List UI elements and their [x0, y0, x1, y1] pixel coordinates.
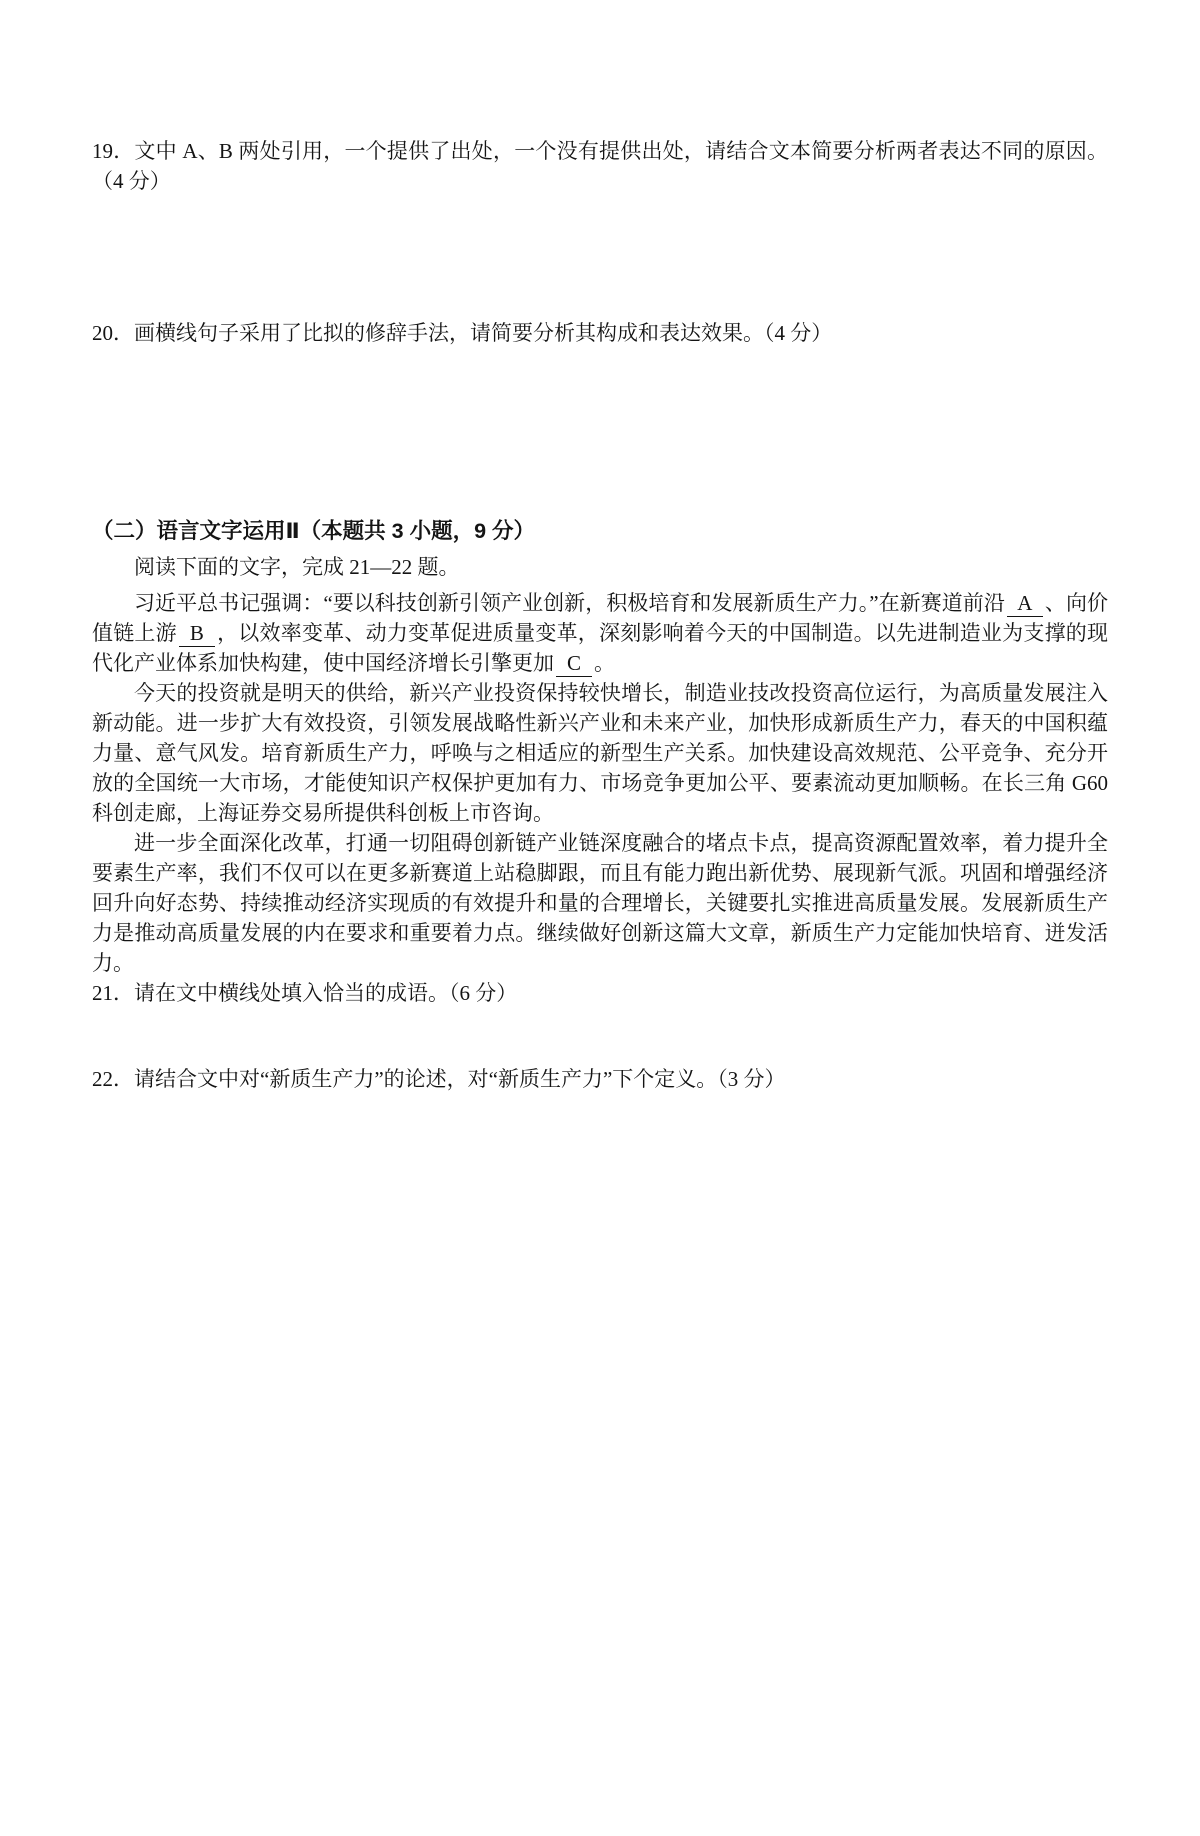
blank-a: A	[1007, 590, 1043, 617]
exam-paper-page	[0, 136, 1200, 1836]
section-heading: （二）语言文字运用Ⅱ（本题共 3 小题，9 分）	[92, 519, 535, 543]
passage-text: 。	[594, 651, 615, 675]
reading-passage	[92, 588, 1108, 978]
reading-instruction: 阅读下面的文字，完成 21—22 题。	[134, 555, 460, 579]
passage-text: 习近平总书记强调：“要以科技创新引领产业创新，积极培育和发展新质生产力。”在新赛道前沿	[134, 591, 1005, 615]
question-22: 22．请结合文中对“新质生产力”的论述，对“新质生产力”下个定义。（3 分）	[92, 1067, 786, 1091]
question-19: 19．文中 A、B 两处引用，一个提供了出处，一个没有提供出处，请结合文本简要分析两者表达不同的原因。（4 分）	[92, 139, 1108, 193]
passage-text: 进一步全面深化改革，打通一切阻碍创新链产业链深度融合的堵点卡点，提高资源配置效率，着力提升全要素生产率，我们不仅可以在更多新赛道上站稳脚跟，而且有能力跑出新优势、展现新气派。巩固和增强经济回升向好态势、持续推动经济实现质的有效提升和量的合理增长，关键要扎实推进高质量发展。发展新质生产力是推动高质量发展的内在要求和重要着力点。继续做好创新这篇大文章，新质生产力定能加快培育、迸发活力。	[92, 831, 1108, 975]
blank-b: B	[179, 620, 215, 647]
passage-text: 、向价值链上游	[92, 591, 1109, 645]
passage-paragraph	[92, 678, 1108, 828]
question-20: 20．画横线句子采用了比拟的修辞手法，请简要分析其构成和表达效果。（4 分）	[92, 321, 833, 345]
question-21: 21．请在文中横线处填入恰当的成语。（6 分）	[92, 981, 518, 1005]
passage-paragraph	[92, 588, 1108, 678]
passage-text: ，以效率变革、动力变革促进质量变革，深刻影响着今天的中国制造。以先进制造业为支撑的现代化产业体系加快构建，使中国经济增长引擎更加	[92, 621, 1109, 675]
blank-c: C	[556, 650, 592, 677]
passage-paragraph	[92, 828, 1108, 978]
passage-text: 今天的投资就是明天的供给，新兴产业投资保持较快增长，制造业技改投资高位运行，为高质量发展注入新动能。进一步扩大有效投资，引领发展战略性新兴产业和未来产业，加快形成新质生产力，春天的中国积蕴力量、意气风发。培育新质生产力，呼唤与之相适应的新型生产关系。加快建设高效规范、公平竞争、充分开放的全国统一大市场，才能使知识产权保护更加有力、市场竞争更加公平、要素流动更加顺畅。在长三角 G60 科创走廊，上海证券交易所提供科创板上市咨询。	[92, 681, 1108, 825]
